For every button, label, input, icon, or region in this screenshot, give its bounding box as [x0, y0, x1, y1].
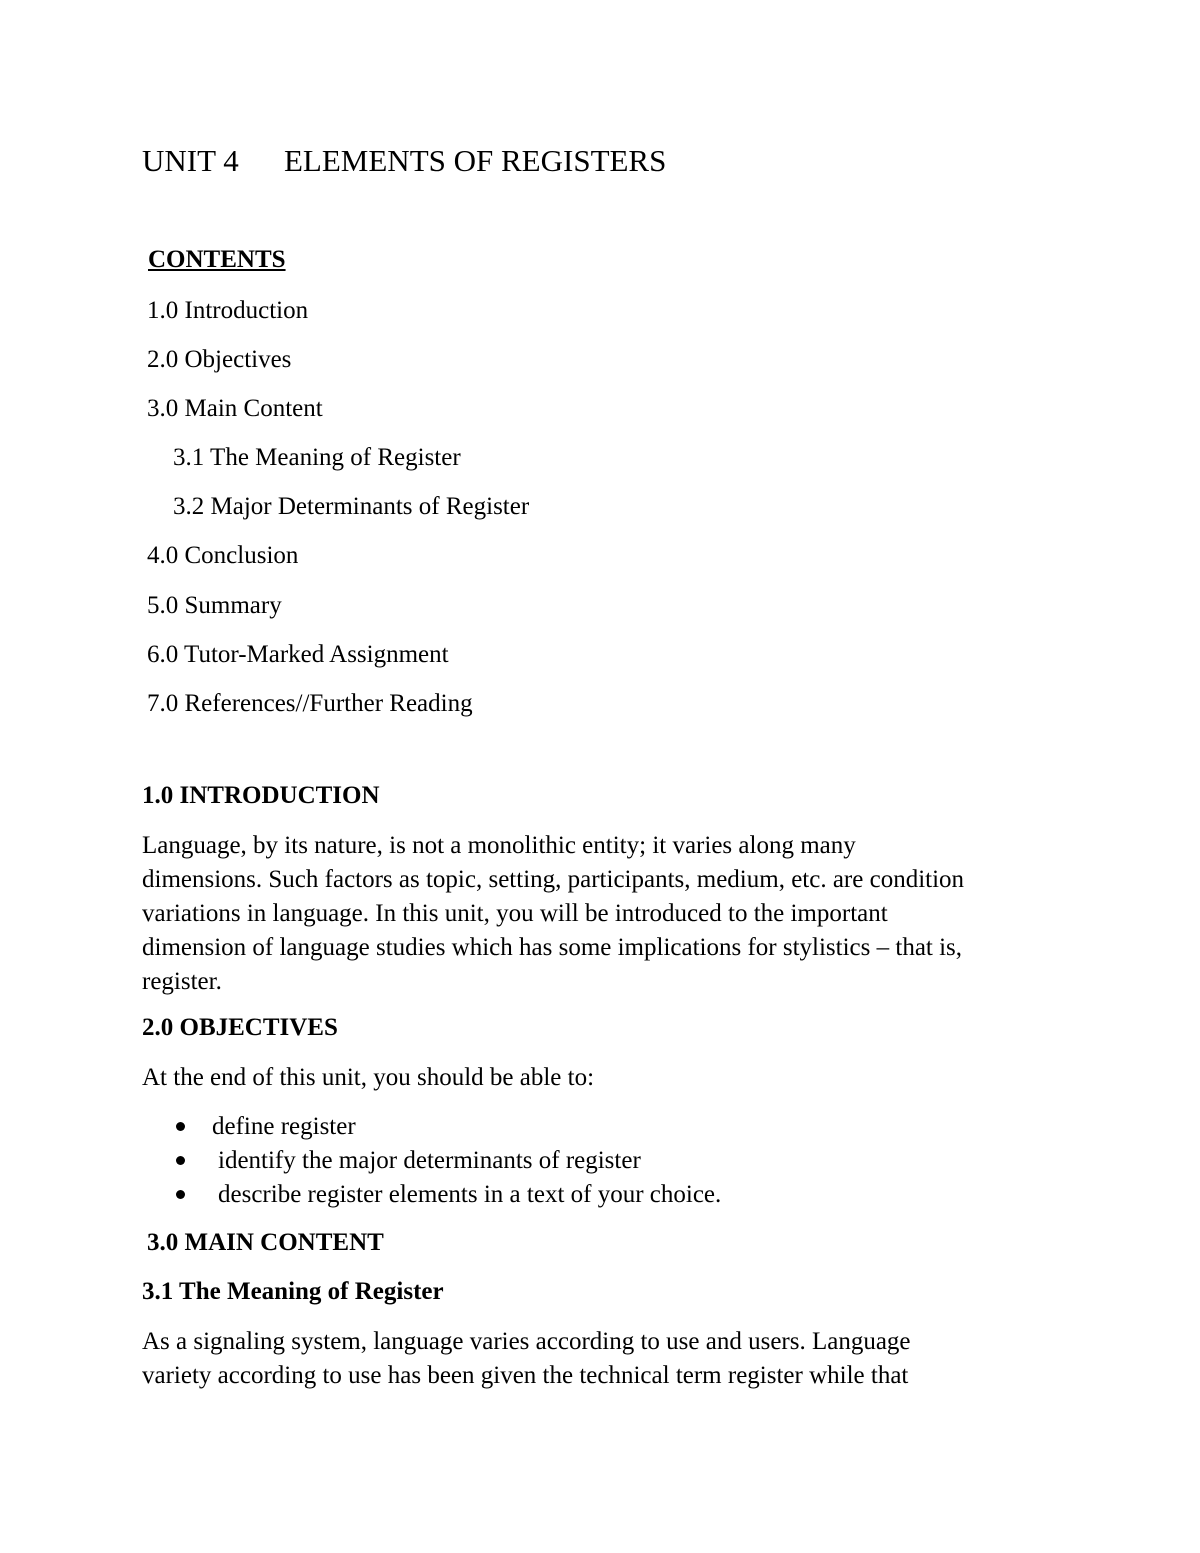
toc-item-main-content: 3.0 Main Content: [147, 395, 323, 422]
main-content-line: As a signaling system, language varies according to use and users. Language: [142, 1328, 911, 1355]
list-item: [142, 1178, 1042, 1212]
objective-text: identify the major determinants of register: [218, 1147, 641, 1174]
toc-item-tutor-marked-assignment: 6.0 Tutor-Marked Assignment: [147, 641, 449, 668]
list-item: [142, 1144, 1042, 1178]
bullet-icon: [176, 1122, 185, 1131]
introduction-line: Language, by its nature, is not a monolithic entity; it varies along many: [142, 832, 856, 859]
bullet-icon: [176, 1190, 185, 1199]
contents-heading: CONTENTS: [148, 246, 286, 273]
introduction-line: variations in language. In this unit, you will be introduced to the important: [142, 900, 888, 927]
list-item: [142, 1110, 1042, 1144]
toc-item-major-determinants: 3.2 Major Determinants of Register: [173, 493, 530, 520]
toc-item-introduction: 1.0 Introduction: [147, 297, 309, 324]
toc-item-meaning-of-register: 3.1 The Meaning of Register: [173, 444, 461, 471]
bullet-icon: [176, 1156, 185, 1165]
introduction-line: dimensions. Such factors as topic, setting, participants, medium, etc. are condition: [142, 866, 965, 893]
toc-item-references: 7.0 References//Further Reading: [147, 690, 473, 717]
introduction-line: dimension of language studies which has some implications for stylistics – that is,: [142, 934, 963, 961]
introduction-heading: 1.0 INTRODUCTION: [142, 782, 380, 809]
objectives-intro: At the end of this unit, you should be able to:: [142, 1064, 595, 1091]
toc-item-summary: 5.0 Summary: [147, 592, 282, 619]
introduction-line: register.: [142, 968, 222, 995]
main-content-heading: 3.0 MAIN CONTENT: [147, 1229, 384, 1256]
main-content-paragraph: [142, 1325, 1057, 1393]
unit-number: UNIT 4: [142, 143, 239, 178]
objectives-heading: 2.0 OBJECTIVES: [142, 1014, 338, 1041]
objective-text: define register: [212, 1113, 356, 1140]
toc-item-objectives: 2.0 Objectives: [147, 346, 292, 373]
main-content-line: variety according to use has been given the technical term register while that: [142, 1362, 909, 1389]
toc-item-conclusion: 4.0 Conclusion: [147, 542, 299, 569]
objective-text: describe register elements in a text of your choice.: [218, 1181, 722, 1208]
unit-title-text: ELEMENTS OF REGISTERS: [284, 143, 667, 178]
meaning-of-register-heading: 3.1 The Meaning of Register: [142, 1278, 444, 1305]
objectives-list: [142, 1110, 1042, 1212]
unit-title: [142, 142, 666, 180]
introduction-paragraph: [142, 829, 1057, 999]
